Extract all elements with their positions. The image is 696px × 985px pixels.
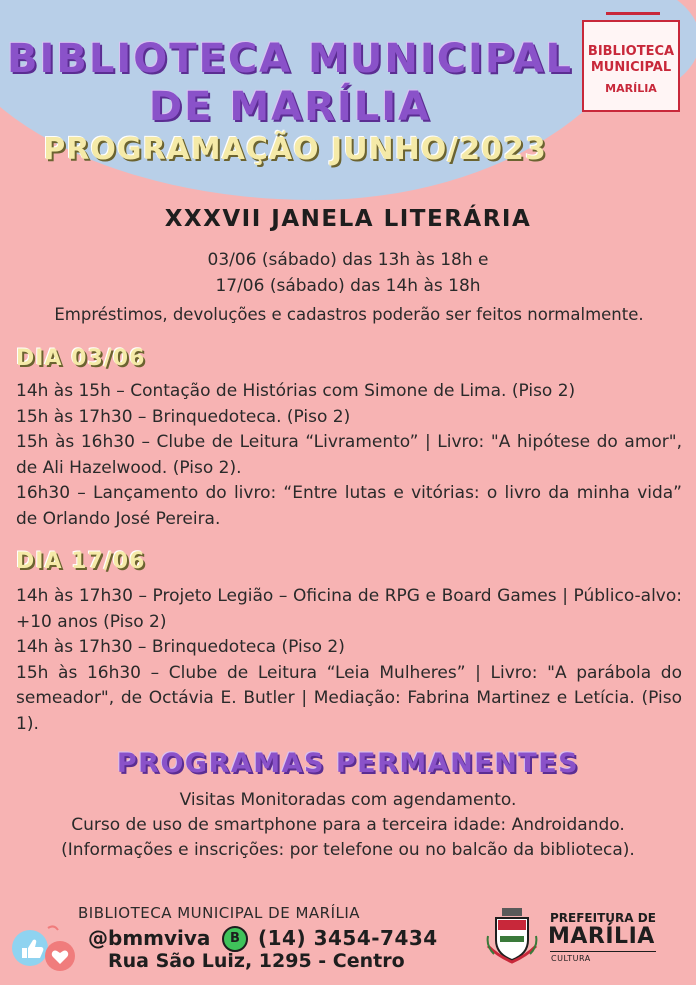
library-logo [582,20,680,112]
social-icons [8,918,80,978]
prefeitura-line2: MARÍLIA [548,924,655,949]
list-item: 16h30 – Lançamento do livro: “Entre lutas e vitórias: o livro da minha vida” de Orlando José Pereira. [16,483,682,529]
list-item: Visitas Monitoradas com agendamento. [179,790,517,810]
logo-line2: MUNICIPAL [590,60,672,75]
day1-heading: DIA 03/06 [16,346,146,371]
prefeitura-line1: PREFEITURA DE [550,911,656,925]
permanent-list [0,788,696,863]
logo-line1: BIBLIOTECA [587,44,675,59]
event-dates-line2: 17/06 (sábado) das 14h às 18h [215,276,481,296]
page-title-line2: DE MARÍLIA [148,84,432,130]
list-item: 14h às 17h30 – Brinquedoteca (Piso 2) [16,637,345,657]
whatsapp-icon: B [222,926,248,952]
footer-instagram: @bmmviva [88,926,211,950]
list-item: 15h às 16h30 – Clube de Leitura “Livramento” | Livro: "A hipótese do amor", de Ali Hazelwood. (Piso 2). [16,432,682,478]
event-dates-line1: 03/06 (sábado) das 13h às 18h e [207,250,489,270]
logo-line3: MARÍLIA [605,82,657,95]
day1-list [16,379,682,532]
page-title-line1: BIBLIOTECA MUNICIPAL [6,36,574,82]
event-note: Empréstimos, devoluções e cadastros poderão ser feitos normalmente. [54,305,644,324]
permanent-heading: PROGRAMAS PERMANENTES [116,748,580,779]
list-item: 15h às 17h30 – Brinquedoteca. (Piso 2) [16,406,351,427]
prefeitura-divider [550,951,656,952]
footer-phone: (14) 3454-7434 [258,926,438,950]
list-item: Curso de uso de smartphone para a terceira idade: Androidando. [71,815,625,835]
book-icon [606,12,660,30]
list-item: 14h às 15h – Contação de Histórias com Simone de Lima. (Piso 2) [16,381,576,401]
footer-address: Rua São Luiz, 1295 - Centro [108,950,405,972]
footer-library-name: BIBLIOTECA MUNICIPAL DE MARÍLIA [78,904,361,922]
list-item: (Informações e inscrições: por telefone ou no balcão da biblioteca). [61,840,635,860]
city-crest-icon [486,906,538,966]
event-title: XXXVII JANELA LITERÁRIA [164,206,532,232]
day2-heading: DIA 17/06 [16,549,146,574]
day2-list [16,584,682,737]
list-item: 15h às 16h30 – Clube de Leitura “Leia Mulheres” | Livro: "A parábola do semeador", de Octávia E. Butler | Mediação: Fabrina Martinez e Letícia. (Piso 1). [16,662,682,734]
page-subtitle: PROGRAMAÇÃO JUNHO/2023 [43,132,547,167]
prefeitura-line3: CULTURA [551,954,591,963]
list-item: 14h às 17h30 – Projeto Legião – Oficina de RPG e Board Games | Público-alvo: +10 anos (Piso 2) [16,586,682,632]
